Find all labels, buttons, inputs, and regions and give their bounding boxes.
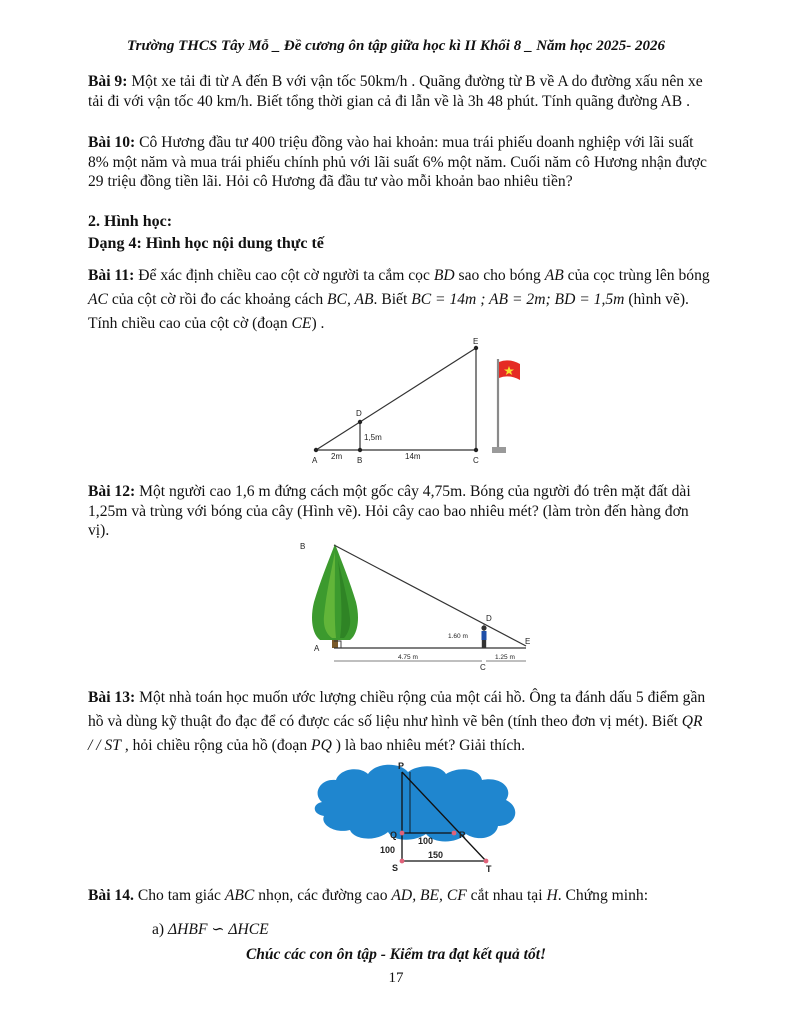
label-a: A (312, 456, 318, 465)
text-run: . Chứng minh: (557, 887, 649, 904)
point-s (400, 859, 405, 864)
label-b: B (300, 542, 306, 551)
segment-ae (316, 348, 476, 450)
exercise-11-label: Bài 11: (88, 267, 135, 284)
part-a-label: a) (152, 921, 169, 938)
label-s: S (392, 863, 399, 873)
exercise-10-label: Bài 10: (88, 134, 136, 151)
length-st: 150 (428, 850, 444, 860)
label-p: P (398, 761, 405, 771)
text-run: , hỏi chiều rộng của hồ (đoạn (120, 737, 312, 754)
length-ab: 2m (331, 452, 343, 461)
text-run: Một nhà toán học muốn ước lượng chiều rộng của một cái hồ. Ông ta đánh dấu 5 điểm gần hồ và dùng kỹ thuật đo đạc để có được các số liệu như hình vẽ bên (tính theo đơn vị mét). Biết (88, 689, 706, 730)
text-run: . Biết (373, 291, 412, 308)
text-run: của cột cờ rồi đo các khoảng cách (107, 291, 328, 308)
exercise-14-label: Bài 14. (88, 887, 134, 904)
label-d: D (486, 614, 492, 623)
math-run: QR / / ST (88, 713, 703, 754)
part-a-statement: ΔHBF ∽ ΔHCE (168, 921, 269, 938)
text-run: ) là bao nhiêu mét? Giải thích. (331, 737, 525, 754)
exercise-14 (88, 886, 710, 906)
label-r: R (459, 830, 466, 840)
label-a: A (314, 644, 320, 653)
math-run: PQ (311, 737, 332, 754)
figure-tree-shadow (290, 538, 540, 673)
length-ce: 1.25 m (495, 654, 515, 661)
exercise-13 (88, 686, 710, 758)
label-d: D (356, 409, 362, 418)
length-qs: 100 (380, 845, 396, 855)
exercise-11 (88, 264, 710, 336)
page-header: Trường THCS Tây Mỗ _ Đề cương ôn tập giữa học kì II Khối 8 _ Năm học 2025- 2026 (127, 38, 665, 54)
math-run: AC (88, 291, 108, 308)
point-t (484, 859, 489, 864)
lake-icon (315, 765, 516, 842)
tree-icon (312, 544, 358, 648)
height-person: 1.60 m (448, 633, 468, 640)
math-run: AD, BE, CF (391, 887, 467, 904)
point-e (474, 346, 478, 350)
page-number: 17 (388, 970, 404, 986)
page-footer: Chúc các con ôn tập - Kiểm tra đạt kết quả tốt! (245, 946, 547, 963)
exercise-9 (88, 72, 710, 111)
flag-icon (492, 359, 520, 453)
ray-be (334, 545, 526, 646)
figure-flagpole (300, 335, 540, 470)
math-run: BD (433, 267, 455, 284)
label-e: E (473, 337, 479, 346)
length-bd: 1,5m (364, 433, 382, 442)
section-geometry: 2. Hình học: (88, 213, 173, 230)
math-run: AB (544, 267, 564, 284)
point-b (358, 448, 362, 452)
label-c: C (480, 663, 486, 672)
length-ac: 4.75 m (398, 654, 418, 661)
exercise-12 (88, 482, 710, 541)
text-run: của cọc trùng lên bóng (563, 267, 710, 284)
figure-lake (310, 760, 540, 875)
point-q (400, 831, 405, 836)
label-b: B (357, 456, 363, 465)
text-run: (hình vẽ). Tính chiều cao của cột cờ (đoạn (88, 291, 689, 332)
math-run: CE (291, 315, 312, 332)
math-run: BC, AB (327, 291, 374, 308)
text-run: cắt nhau tại (466, 887, 547, 904)
point-c (474, 448, 478, 452)
exercise-10 (88, 133, 710, 192)
exercise-13-label: Bài 13: (88, 689, 136, 706)
text-run: Cho tam giác (133, 887, 225, 904)
exercise-12-text: Một người cao 1,6 m đứng cách một gốc cây 4,75m. Bóng của người đó trên mặt đất dài 1,25m và trùng với bóng của cây (Hình vẽ). Hỏi cây cao bao nhiêu mét? (làm tròn đến hàng đơn vị). (88, 483, 691, 539)
math-run: H (546, 887, 558, 904)
point-a (314, 448, 318, 452)
math-run: ABC (224, 887, 255, 904)
math-run: BC = 14m ; AB = 2m; BD = 1,5m (411, 291, 625, 308)
length-qr: 100 (418, 836, 434, 846)
text-run: Để xác định chiều cao cột cờ người ta cắm cọc (134, 267, 434, 284)
text-run: ) . (311, 315, 325, 332)
length-bc: 14m (405, 452, 421, 461)
exercise-14-part-a (152, 920, 552, 940)
label-c: C (473, 456, 479, 465)
exercise-10-text: Cô Hương đầu tư 400 triệu đồng vào hai khoản: mua trái phiếu doanh nghiệp với lãi suất 8% một năm và mua trái phiếu chính phủ với lãi suất 6% một năm. Cuối năm cô Hương nhận được 29 triệu đồng tiền lãi. Hỏi cô Hương đã đầu tư vào mỗi khoản bao nhiêu tiền? (88, 134, 707, 190)
label-q: Q (390, 830, 398, 840)
point-d (358, 420, 362, 424)
point-r (452, 831, 457, 836)
text-run: nhọn, các đường cao (254, 887, 392, 904)
label-t: T (486, 864, 492, 874)
text-run: sao cho bóng (454, 267, 545, 284)
person-icon (481, 625, 486, 648)
section-type-4: Dạng 4: Hình học nội dung thực tế (88, 235, 324, 252)
exercise-12-label: Bài 12: (88, 483, 136, 500)
label-e: E (525, 637, 531, 646)
exercise-9-text: Một xe tải đi từ A đến B với vận tốc 50km/h . Quãng đường từ B về A do đường xấu nên xe tải đi với vận tốc 40 km/h. Biết tổng thời gian cả đi lẫn về là 3h 48 phút. Tính quãng đường AB . (88, 73, 703, 110)
exercise-9-label: Bài 9: (88, 73, 128, 90)
